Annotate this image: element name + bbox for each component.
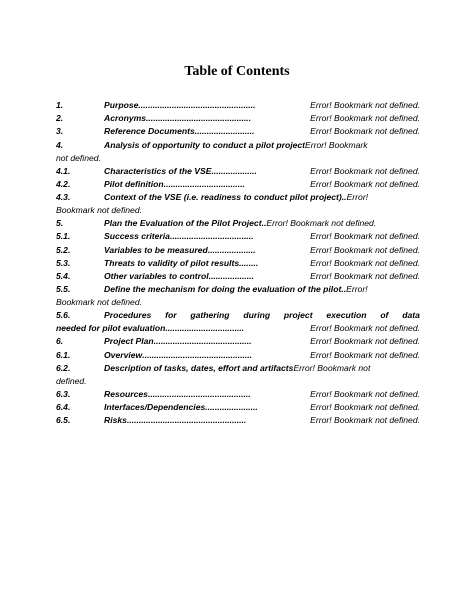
toc-entry-leader: ........................................... (147, 388, 251, 399)
toc-entry[interactable] (56, 335, 420, 348)
toc-entry-leader: .............................................. (142, 349, 253, 360)
toc-entry-page-ref-continued: Bookmark not defined. (56, 205, 142, 216)
toc-entry-title: Project Plan (104, 336, 154, 347)
toc-entry-page-ref: Error! Bookmark not defined. (310, 126, 420, 137)
toc-entry-number: 6.2. (56, 362, 71, 373)
toc-entry-number: 6.1. (56, 349, 71, 360)
toc-entry-page-ref: Error! Bookmark not defined. (310, 165, 420, 176)
toc-entry[interactable] (56, 349, 420, 362)
toc-entry[interactable] (56, 139, 420, 165)
toc-entry[interactable] (56, 217, 420, 230)
toc-entry-leader: ................................... (169, 231, 254, 242)
toc-entry-leader: .. (341, 192, 347, 203)
toc-entry-title-continued: needed for pilot evaluation (56, 323, 166, 334)
toc-entry-leader: ............................................ (146, 113, 252, 124)
toc-entry-page-ref: Error! Bookmark not defined. (310, 336, 420, 347)
toc-entry-title: Procedures for gathering during project execution of data (104, 310, 420, 321)
toc-entry[interactable] (56, 165, 420, 178)
toc-entry-number: 4.3. (56, 192, 71, 203)
toc-entry[interactable] (56, 99, 420, 112)
toc-entry-title: Risks (104, 415, 127, 426)
toc-entry[interactable] (56, 257, 420, 270)
toc-entry-number: 5.4. (56, 271, 71, 282)
toc-entry-leader: .. (261, 218, 267, 229)
toc-entry-page-ref: Error! Bookmark (305, 139, 368, 150)
toc-entry-page-ref: Error! Bookmark not defined. (310, 388, 420, 399)
toc-entry-page-ref: Error! (346, 284, 368, 295)
toc-entry-title: Analysis of opportunity to conduct a pilot project (104, 139, 306, 150)
toc-entry-number: 4. (56, 139, 64, 150)
toc-entry-page-ref-continued: defined. (56, 375, 87, 386)
toc-entry-leader: .................................. (163, 178, 245, 189)
toc-entry-number: 3. (56, 126, 64, 137)
toc-entry-page-ref-continued: not defined. (56, 152, 101, 163)
toc-entry[interactable] (56, 178, 420, 191)
toc-entry-number: 6. (56, 336, 64, 347)
toc-entry-title: Pilot definition (104, 178, 164, 189)
toc-entry-page-ref: Error! Bookmark not defined. (310, 244, 420, 255)
toc-entry-title: Acronyms (104, 113, 147, 124)
toc-entry-number: 6.5. (56, 415, 71, 426)
toc-entry-title: Overview (104, 349, 143, 360)
toc-entry-page-ref: Error! Bookmark not (293, 362, 371, 373)
toc-entry-leader: .. (341, 284, 347, 295)
toc-entry[interactable] (56, 309, 420, 335)
toc-entry-title: Purpose (104, 100, 139, 110)
toc-entry-title: Interfaces/Dependencies (104, 402, 206, 413)
toc-entry-title: Plan the Evaluation of the Pilot Project (104, 218, 262, 229)
toc-entry-page-ref: Error! Bookmark not defined. (310, 178, 420, 189)
toc-entry[interactable] (56, 230, 420, 243)
toc-entry-page-ref: Error! Bookmark not defined. (310, 257, 420, 268)
toc-entry[interactable] (56, 191, 420, 217)
toc-entry-leader: ......................................... (153, 336, 252, 347)
toc-entry-number: 6.3. (56, 388, 71, 399)
toc-entry-number: 5.1. (56, 231, 71, 242)
toc-entry-leader: ................................. (165, 323, 245, 334)
toc-entry-leader: ........ (239, 257, 259, 268)
toc-entry-page-ref-continued: Bookmark not defined. (56, 297, 142, 308)
toc-entry-title: Characteristics of the VSE (104, 165, 212, 176)
toc-entry-title: Resources (104, 388, 148, 399)
toc-entry[interactable] (56, 125, 420, 138)
toc-entry-page-ref: Error! Bookmark not defined. (310, 271, 420, 282)
toc-entry-title: Reference Documents (104, 126, 195, 137)
toc-entry-page-ref: Error! Bookmark not defined. (310, 402, 420, 413)
toc-entry-title: Context of the VSE (i.e. readiness to conduct pilot project) (104, 192, 342, 203)
toc-entry-number: 4.2. (56, 178, 71, 189)
toc-entry-page-ref: Error! (346, 192, 369, 203)
toc-entry-number: 5.2. (56, 244, 71, 255)
toc-entry-title: Description of tasks, dates, effort and artifacts (104, 362, 294, 373)
toc-entry[interactable] (56, 112, 420, 125)
toc-entry-title: Other variables to control (104, 271, 209, 282)
toc-entry[interactable] (56, 362, 420, 388)
toc-entry[interactable] (56, 388, 420, 401)
toc-entry-number: 2. (56, 113, 64, 124)
toc-entry-leader: .................................................. (126, 415, 247, 426)
toc-entry[interactable] (56, 244, 420, 257)
toc-entry-page-ref: Error! Bookmark not defined. (310, 349, 420, 360)
toc-entry-number: 6.4. (56, 402, 71, 413)
toc-entry[interactable] (56, 414, 420, 427)
toc-entry-title: Threats to validity of pilot results (104, 257, 240, 268)
toc-entry-number: 5.5. (56, 284, 71, 295)
toc-entry-leader: ................... (211, 165, 257, 176)
toc-entry-page-ref: Error! Bookmark not defined. (266, 218, 377, 229)
toc-entry-page-ref: Error! Bookmark not defined. (310, 323, 420, 334)
toc-entry-page-ref: Error! Bookmark not defined. (310, 113, 420, 124)
toc-entry[interactable] (56, 270, 420, 283)
toc-entry-number: 5.6. (56, 310, 71, 321)
toc-entry-leader: ................................................. (138, 100, 256, 110)
toc-entry-leader: .................... (207, 244, 256, 255)
toc-entry-title: Define the mechanism for doing the evaluation of the pilot (104, 284, 342, 295)
toc-entry-title: Success criteria (104, 231, 170, 242)
toc-list (56, 99, 420, 428)
toc-entry-number: 1. (56, 100, 64, 110)
toc-entry-page-ref: Error! Bookmark not defined. (310, 415, 420, 426)
toc-entry-leader: ......................... (194, 126, 255, 137)
toc-entry-title: Variables to be measured (104, 244, 208, 255)
toc-entry-page-ref: Error! Bookmark not defined. (310, 100, 420, 110)
toc-entry-page-ref: Error! Bookmark not defined. (310, 231, 420, 242)
toc-entry-number: 4.1. (56, 165, 71, 176)
toc-title: Table of Contents (184, 64, 290, 79)
toc-entry-leader: ................... (208, 271, 254, 282)
toc-entry[interactable] (56, 401, 420, 414)
toc-entry-number: 5. (56, 218, 64, 229)
toc-entry[interactable] (56, 283, 420, 309)
toc-entry-number: 5.3. (56, 257, 71, 268)
toc-entry-leader: ...................... (205, 402, 258, 413)
